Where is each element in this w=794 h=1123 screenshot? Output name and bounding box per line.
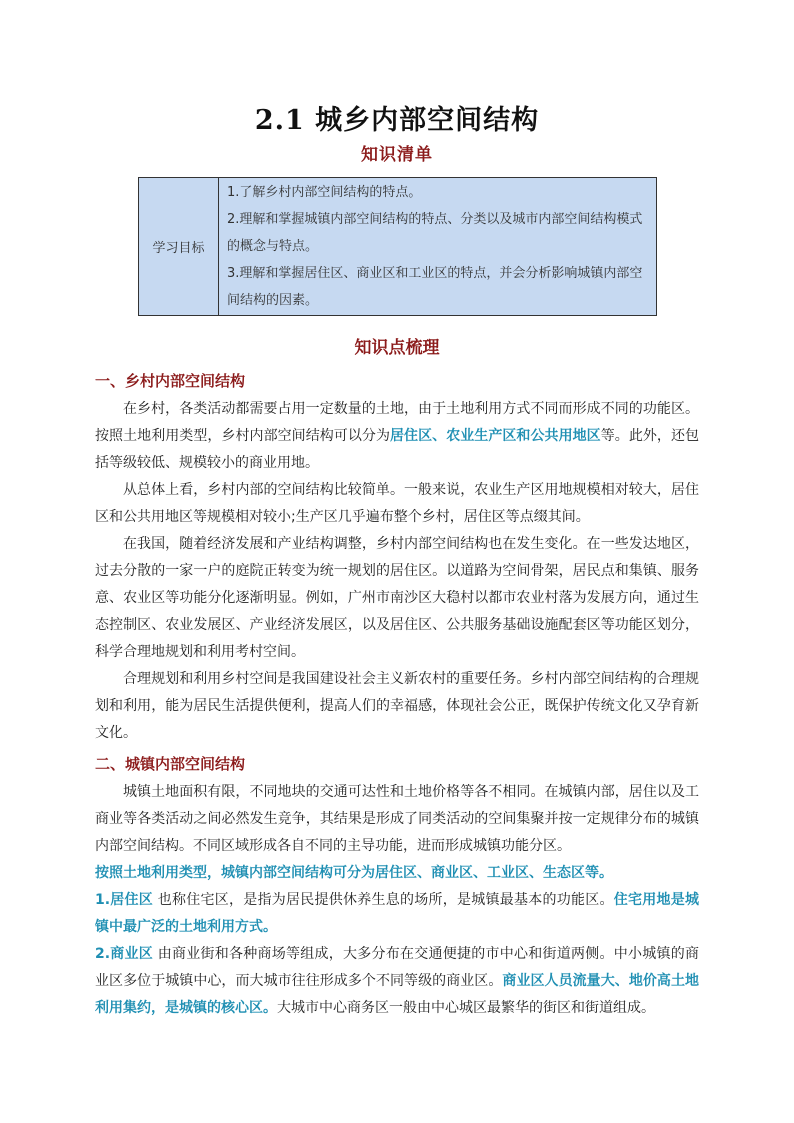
urban-classification: 按照土地利用类型，城镇内部空间结构可分为居住区、商业区、工业区、生态区等。 bbox=[95, 865, 613, 881]
rural-p1-text: 在乡村，各类活动都需要占用一定数量的土地，由于土地利用方式不同而形成不同的功能区。按照土地利用类型，乡村内部空间结构可以分为 bbox=[95, 401, 699, 444]
goal-item-1: 1.了解乡村内部空间结构的特点。 bbox=[227, 185, 422, 200]
page-title: 2.1 城乡内部空间结构 bbox=[254, 105, 540, 136]
commercial-zone-label: 2.商业区 bbox=[95, 946, 154, 962]
residential-zone-highlight: 住宅用地是城镇中最广泛的土地利用方式。 bbox=[95, 892, 699, 935]
heading-rural-structure: 一、乡村内部空间结构 bbox=[95, 372, 246, 390]
commercial-zone-highlight: 商业区人员流量大、地价高土地利用集约，是城镇的核心区。 bbox=[95, 973, 700, 1016]
heading-urban-structure: 二、城镇内部空间结构 bbox=[95, 755, 246, 773]
commercial-zone-paragraph bbox=[95, 941, 699, 1022]
rural-paragraph-1 bbox=[95, 396, 699, 477]
rural-paragraph-4: 合理规划和利用乡村空间是我国建设社会主义新农村的重要任务。乡村内部空间结构的合理规划和利用，能为居民生活提供便利，提高人们的幸福感，体现社会公正，既保护传统文化又孕育新文化。 bbox=[95, 671, 699, 741]
learning-goals-content bbox=[219, 178, 657, 316]
rural-paragraph-2: 从总体上看，乡村内部的空间结构比较简单。一般来说，农业生产区用地规模相对较大，居住区和公共用地区等规模相对较小;生产区几乎遍布整个乡村，居住区等点缀其间。 bbox=[95, 482, 699, 525]
learning-goals-table bbox=[138, 177, 657, 316]
urban-paragraph-1: 城镇土地面积有限，不同地块的交通可达性和土地价格等各不相同。在城镇内部，居住以及工商业等各类活动之间必然发生竞争，其结果是形成了同类活动的空间集聚并按一定规律分布的城镇内部空间结构。不同区域形成各自不同的主导功能，进而形成城镇功能分区。 bbox=[95, 784, 699, 854]
rural-paragraph-3: 在我国，随着经济发展和产业结构调整，乡村内部空间结构也在发生变化。在一些发达地区，过去分散的一家一户的庭院正转变为统一规划的居住区。以道路为空间骨架，居民点和集镇、服务意、农业区等功能分化逐渐明显。例如，广州市南沙区大稳村以都市农业村落为发展方向，通过生态控制区、农业发展区、产业经济发展区，以及居住区、公共服务基础设施配套区等功能区划分，科学合理地规划和利用考村空间。 bbox=[95, 536, 699, 660]
residential-zone-paragraph bbox=[95, 887, 699, 941]
learning-goals-label: 学习目标 bbox=[139, 178, 219, 316]
goal-item-2: 2.理解和掌握城镇内部空间结构的特点、分类以及城市内部空间结构模式的概念与特点。 bbox=[227, 212, 643, 254]
rural-p1-highlight: 居住区、农业生产区和公共用地区 bbox=[390, 428, 601, 444]
rural-p1-tail: 等。此外，还包括等级较低、规模较小的商业用地。 bbox=[95, 428, 700, 471]
residential-zone-text: 也称住宅区，是指为居民提供休养生息的场所，是城镇最基本的功能区。 bbox=[153, 892, 614, 908]
residential-zone-label: 1.居住区 bbox=[95, 892, 154, 908]
page-subtitle: 知识清单 bbox=[361, 145, 433, 165]
goal-item-3: 3.理解和掌握居住区、商业区和工业区的特点，并会分析影响城镇内部空间结构的因素。 bbox=[227, 266, 643, 308]
commercial-zone-text: 由商业街和各种商场等组成，大多分布在交通便捷的市中心和街道两侧。中小城镇的商业区多位于城镇中心，而大城市往往形成多个不同等级的商业区。 bbox=[95, 946, 699, 989]
section-title: 知识点梳理 bbox=[354, 338, 440, 358]
commercial-zone-tail: 大城市中心商务区一般由中心城区最繁华的街区和街道组成。 bbox=[277, 1000, 655, 1016]
